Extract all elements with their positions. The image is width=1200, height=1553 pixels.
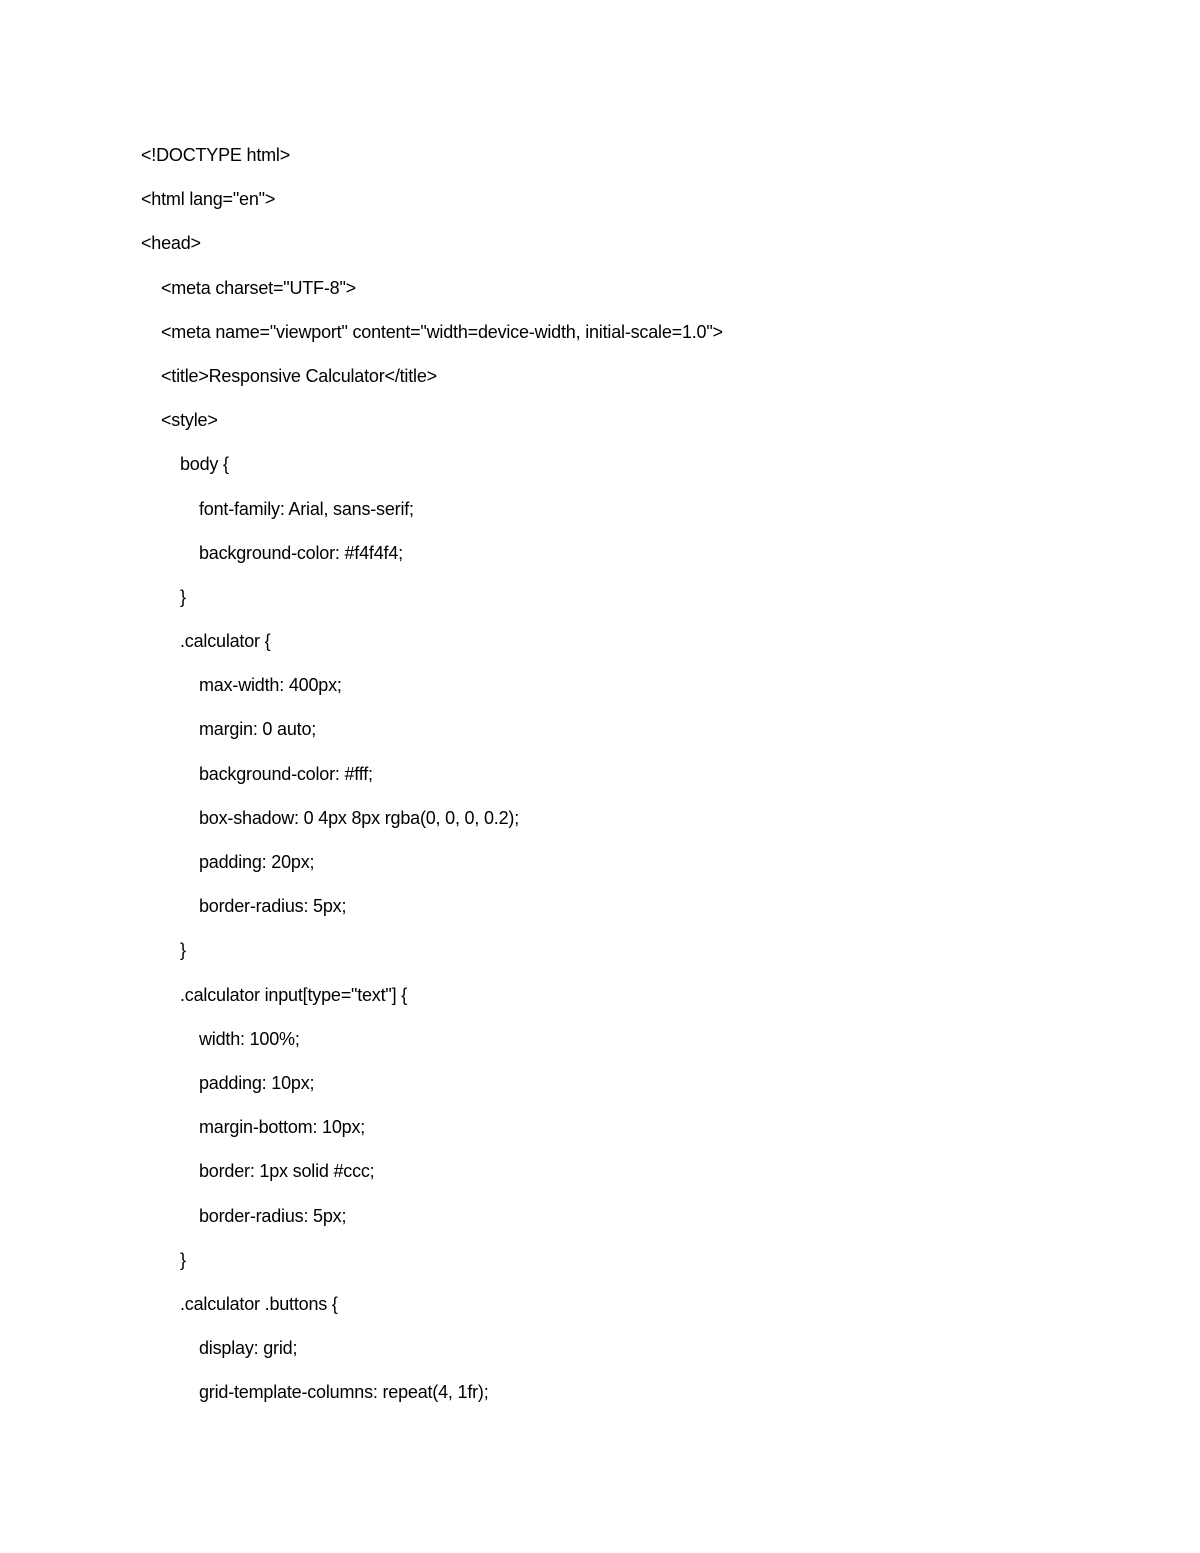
code-listing — [141, 140, 723, 1421]
code-line: font-family: Arial, sans-serif; — [199, 498, 414, 519]
code-line: .calculator .buttons { — [180, 1293, 338, 1314]
code-line: .calculator { — [180, 631, 271, 652]
code-line: border-radius: 5px; — [199, 1205, 347, 1226]
code-line: } — [180, 1249, 186, 1270]
code-line: max-width: 400px; — [199, 675, 342, 696]
code-line: } — [180, 586, 186, 607]
code-line: body { — [180, 454, 229, 475]
code-line: <meta name="viewport" content="width=device-width, initial-scale=1.0"> — [161, 321, 723, 342]
code-line: width: 100%; — [199, 1028, 300, 1049]
code-line: <head> — [141, 233, 201, 254]
code-line: <!DOCTYPE html> — [141, 145, 291, 165]
code-line: padding: 20px; — [199, 852, 315, 872]
code-line: border-radius: 5px; — [199, 896, 347, 917]
code-line: box-shadow: 0 4px 8px rgba(0, 0, 0, 0.2); — [199, 807, 519, 828]
code-line: display: grid; — [199, 1338, 298, 1359]
code-line: } — [180, 940, 186, 961]
code-line: <meta charset="UTF-8"> — [161, 277, 356, 298]
code-line: background-color: #fff; — [199, 763, 373, 784]
code-line: margin-bottom: 10px; — [199, 1117, 366, 1138]
code-line: background-color: #f4f4f4; — [199, 542, 403, 563]
code-line: margin: 0 auto; — [199, 719, 317, 740]
code-line: padding: 10px; — [199, 1072, 315, 1093]
code-line: <html lang="en"> — [141, 189, 276, 210]
code-line: <style> — [161, 410, 218, 431]
code-line: border: 1px solid #ccc; — [199, 1161, 375, 1182]
code-line: .calculator input[type="text"] { — [180, 984, 408, 1005]
code-line: <title>Responsive Calculator</title> — [161, 365, 437, 386]
code-line: grid-template-columns: repeat(4, 1fr); — [199, 1382, 489, 1403]
